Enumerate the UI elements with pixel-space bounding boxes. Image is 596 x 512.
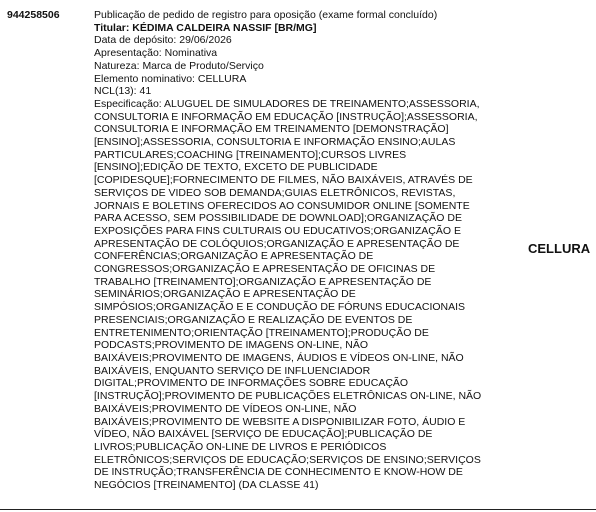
process-number: 944258506 (7, 9, 60, 21)
titular: Titular: KÉDIMA CALDEIRA NASSIF [BR/MG] (94, 21, 317, 34)
ncl-class: NCL(13): 41 (94, 85, 152, 98)
record-divider (0, 509, 596, 510)
record-details (94, 9, 486, 492)
nature: Natureza: Marca de Produto/Serviço (94, 59, 264, 72)
deposit-date: Data de depósito: 29/06/2026 (94, 34, 232, 47)
specification: Especificação: ALUGUEL DE SIMULADORES DE TREINAMENTO;ASSESSORIA, CONSULTORIA E INFORMAÇÃO EM EDUCAÇÃO [INSTRUÇÃO];ASSESSORIA, CONSULTORIA E INFORMAÇÃO EM TREINAMENTO [DEMONSTRAÇÃO][ENSINO];ASSESSORIA, CONSULTORIA E INFORMAÇÃO ENSINO;AULAS PARTICULARES;COACHING [TREINAMENTO];CURSOS LIVRES [ENSINO];EDIÇÃO DE TEXTO, EXCETO DE PUBLICIDADE [COPIDESQUE];FORNECIMENTO DE FILMES, NÃO BAIXÁVEIS, ATRAVÉS DE SERVIÇOS DE VIDEO SOB DEMANDA;GUIAS ELETRÔNICOS, REVISTAS, JORNAIS E BOLETINS OFERECIDOS AO CONSUMIDOR ONLINE [SOMENTE PARA ACESSO, SEM POSSIBILIDADE DE DOWNLOAD];ORGANIZAÇÃO DE EXPOSIÇÕES PARA FINS CULTURAIS OU EDUCATIVOS;ORGANIZAÇÃO E APRESENTAÇÃO DE COLÓQUIOS;ORGANIZAÇÃO E APRESENTAÇÃO DE CONFERÊNCIAS;ORGANIZAÇÃO E APRESENTAÇÃO DE CONGRESSOS;ORGANIZAÇÃO E APRESENTAÇÃO DE OFICINAS DE TRABALHO [TREINAMENTO];ORGANIZAÇÃO E APRESENTAÇÃO DE SEMINÁRIOS;ORGANIZAÇÃO E APRESENTAÇÃO DE SIMPÓSIOS;ORGANIZAÇÃO E E CONDUÇÃO DE FÓRUNS EDUCACIONAIS PRESENCIAIS;ORGANIZAÇÃO E REALIZAÇÃO DE EVENTOS DE ENTRETENIMENTO;ORIENTAÇÃO [TREINAMENTO];PRODUÇÃO DE PODCASTS;PROVIMENTO DE IMAGENS ON-LINE, NÃO BAIXÁVEIS;PROVIMENTO DE IMAGENS, ÁUDIOS E VÍDEOS ON-LINE, NÃO BAIXÁVEIS, ENQUANTO SERVIÇO DE INFLUENCIADOR DIGITAL;PROVIMENTO DE INFORMAÇÕES SOBRE EDUCAÇÃO [INSTRUÇÃO];PROVIMENTO DE PUBLICAÇÕES ELETRÔNICAS ON-LINE, NÃO BAIXÁVEIS;PROVIMENTO DE VÍDEOS ON-LINE, NÃO BAIXÁVEIS;PROVIMENTO DE WEBSITE A DISPONIBILIZAR FOTO, ÁUDIO E VÍDEO, NÃO BAIXÁVEL [SERVIÇO DE EDUCAÇÃO];PUBLICAÇÃO DE LIVROS;PUBLICAÇÃO ON-LINE DE LIVROS E PERIÓDICOS ELETRÔNICOS;SERVIÇOS DE EDUCAÇÃO;SERVIÇOS DE ENSINO;SERVIÇOS DE INSTRUÇÃO;TRANSFERÊNCIA DE CONHECIMENTO E KNOW-HOW DE NEGÓCIOS [TREINAMENTO] (DA CLASSE 41) (94, 97, 482, 492)
presentation: Apresentação: Nominativa (94, 47, 218, 60)
nominative-element: Elemento nominativo: CELLURA (94, 72, 247, 85)
mark-name: CELLURA (528, 241, 591, 256)
dispatch-description: Publicação de pedido de registro para oposição (exame formal concluído) (94, 9, 438, 21)
